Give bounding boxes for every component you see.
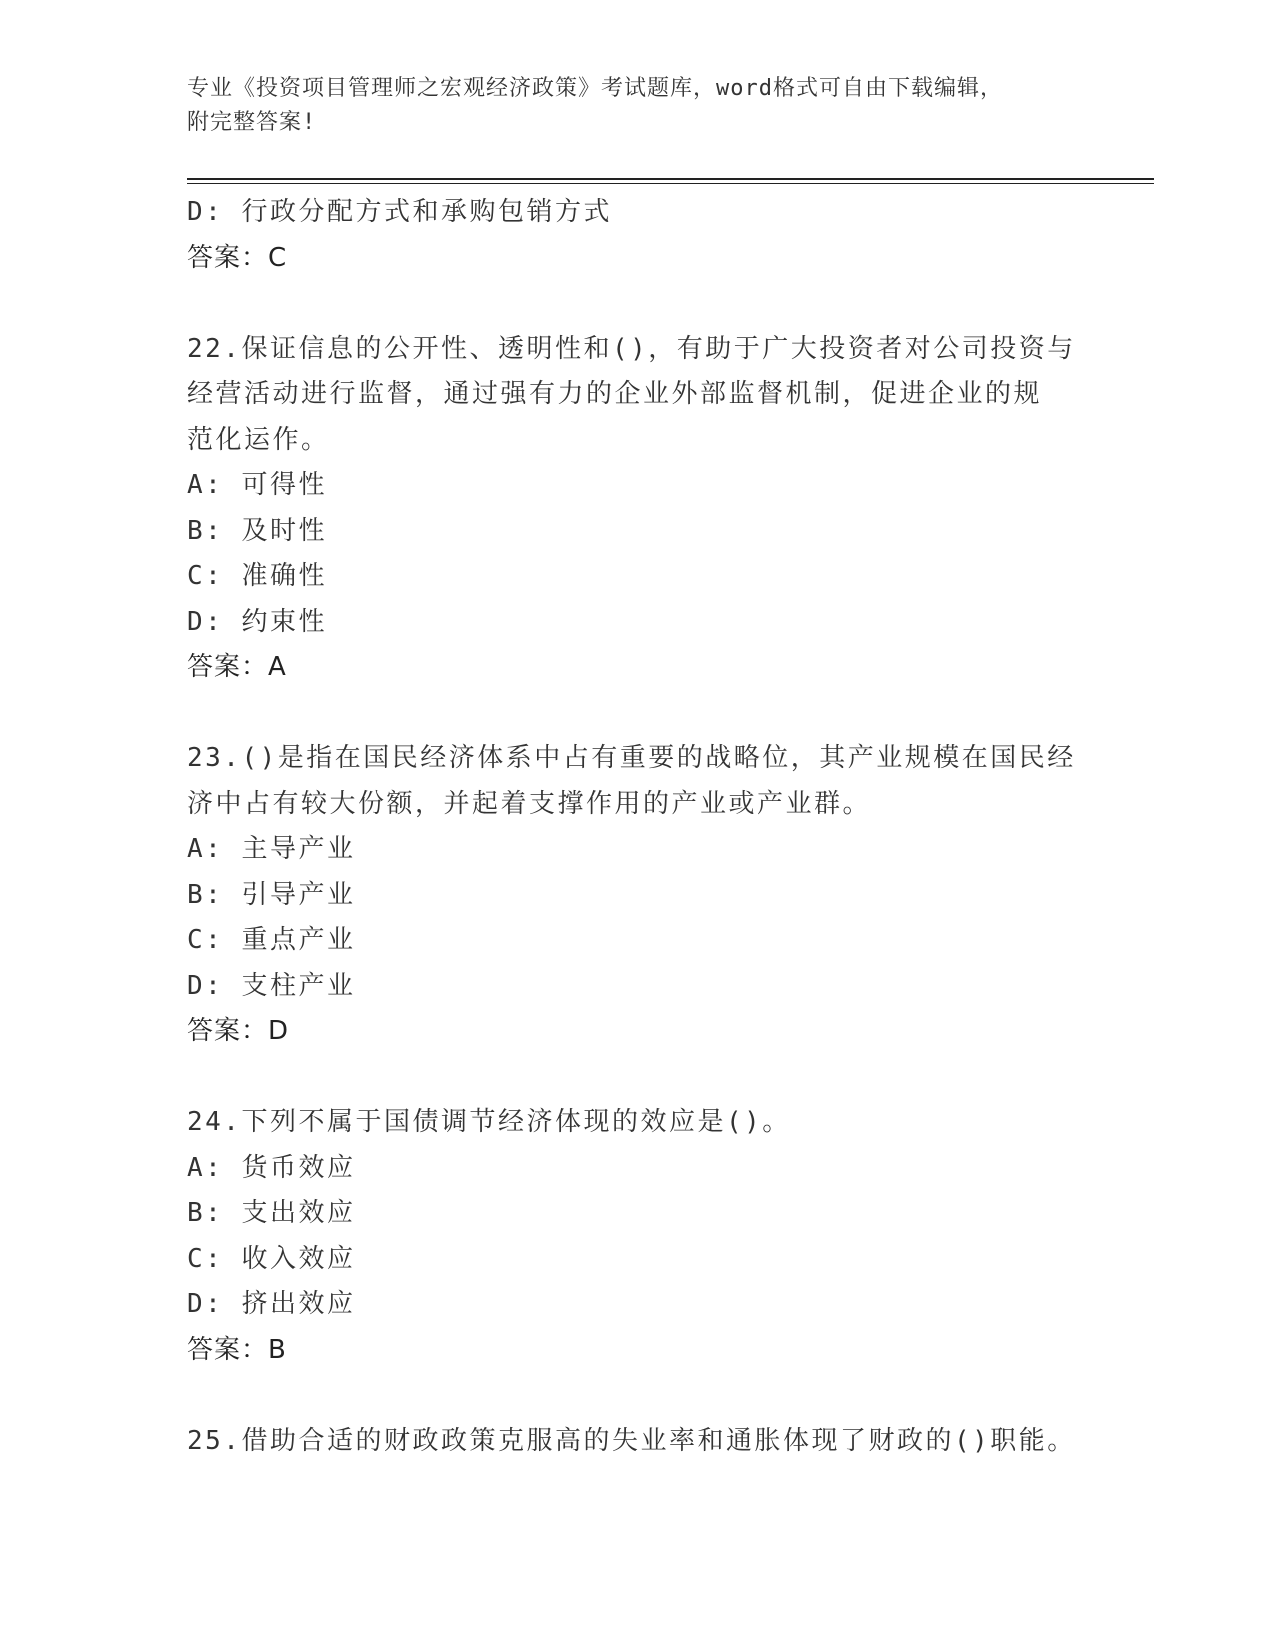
option-d: D: 挤出效应: [187, 1289, 356, 1319]
option-c: C: 收入效应: [187, 1243, 356, 1274]
spacer: [187, 281, 1087, 327]
question-stem: 经营活动进行监督，通过强有力的企业外部监督机制，促进企业的规: [187, 379, 1043, 409]
option-a: A: 货币效应: [187, 1152, 356, 1183]
question-25: [187, 1419, 1087, 1465]
answer-line: 答案：C: [187, 242, 288, 273]
question-stem: 22.保证信息的公开性、透明性和()，有助于广大投资者对公司投资与: [187, 333, 1076, 364]
question-stem: 范化运作。: [187, 424, 330, 455]
document-header: [187, 72, 1087, 140]
spacer: [187, 691, 1087, 737]
option-a: A: 主导产业: [187, 834, 356, 864]
question-stem: 济中占有较大份额，并起着支撑作用的产业或产业群。: [187, 788, 872, 819]
question-stem: 24.下列不属于国债调节经济体现的效应是()。: [187, 1107, 791, 1137]
spacer: [187, 1373, 1087, 1419]
header-line-2: 附完整答案!: [187, 110, 317, 135]
option-d: D: 约束性: [187, 606, 327, 637]
option-d: D: 行政分配方式和承购包销方式: [187, 197, 612, 227]
question-21-tail: [187, 190, 1087, 281]
answer-line: 答案：B: [187, 1334, 287, 1365]
option-c: C: 重点产业: [187, 925, 356, 955]
question-23: [187, 736, 1087, 1055]
option-a: A: 可得性: [187, 470, 327, 500]
question-stem: 25.借助合适的财政政策克服高的失业率和通胀体现了财政的()职能。: [187, 1425, 1076, 1456]
question-stem: 23.()是指在国民经济体系中占有重要的战略位，其产业规模在国民经: [187, 743, 1076, 773]
spacer: [187, 1055, 1087, 1101]
header-line-1: 专业《投资项目管理师之宏观经济政策》考试题库，word格式可自由下载编辑，: [187, 76, 1003, 101]
question-22: [187, 327, 1087, 691]
option-d: D: 支柱产业: [187, 970, 356, 1001]
header-rule-thick: [187, 178, 1154, 180]
answer-line: 答案：D: [187, 1016, 290, 1046]
answer-line: 答案：A: [187, 652, 287, 682]
option-b: B: 支出效应: [187, 1198, 356, 1228]
option-b: B: 引导产业: [187, 879, 356, 910]
document-body: [187, 190, 1087, 1464]
option-c: C: 准确性: [187, 561, 327, 591]
header-rule-thin: [187, 183, 1154, 184]
question-24: [187, 1100, 1087, 1373]
option-b: B: 及时性: [187, 515, 327, 546]
